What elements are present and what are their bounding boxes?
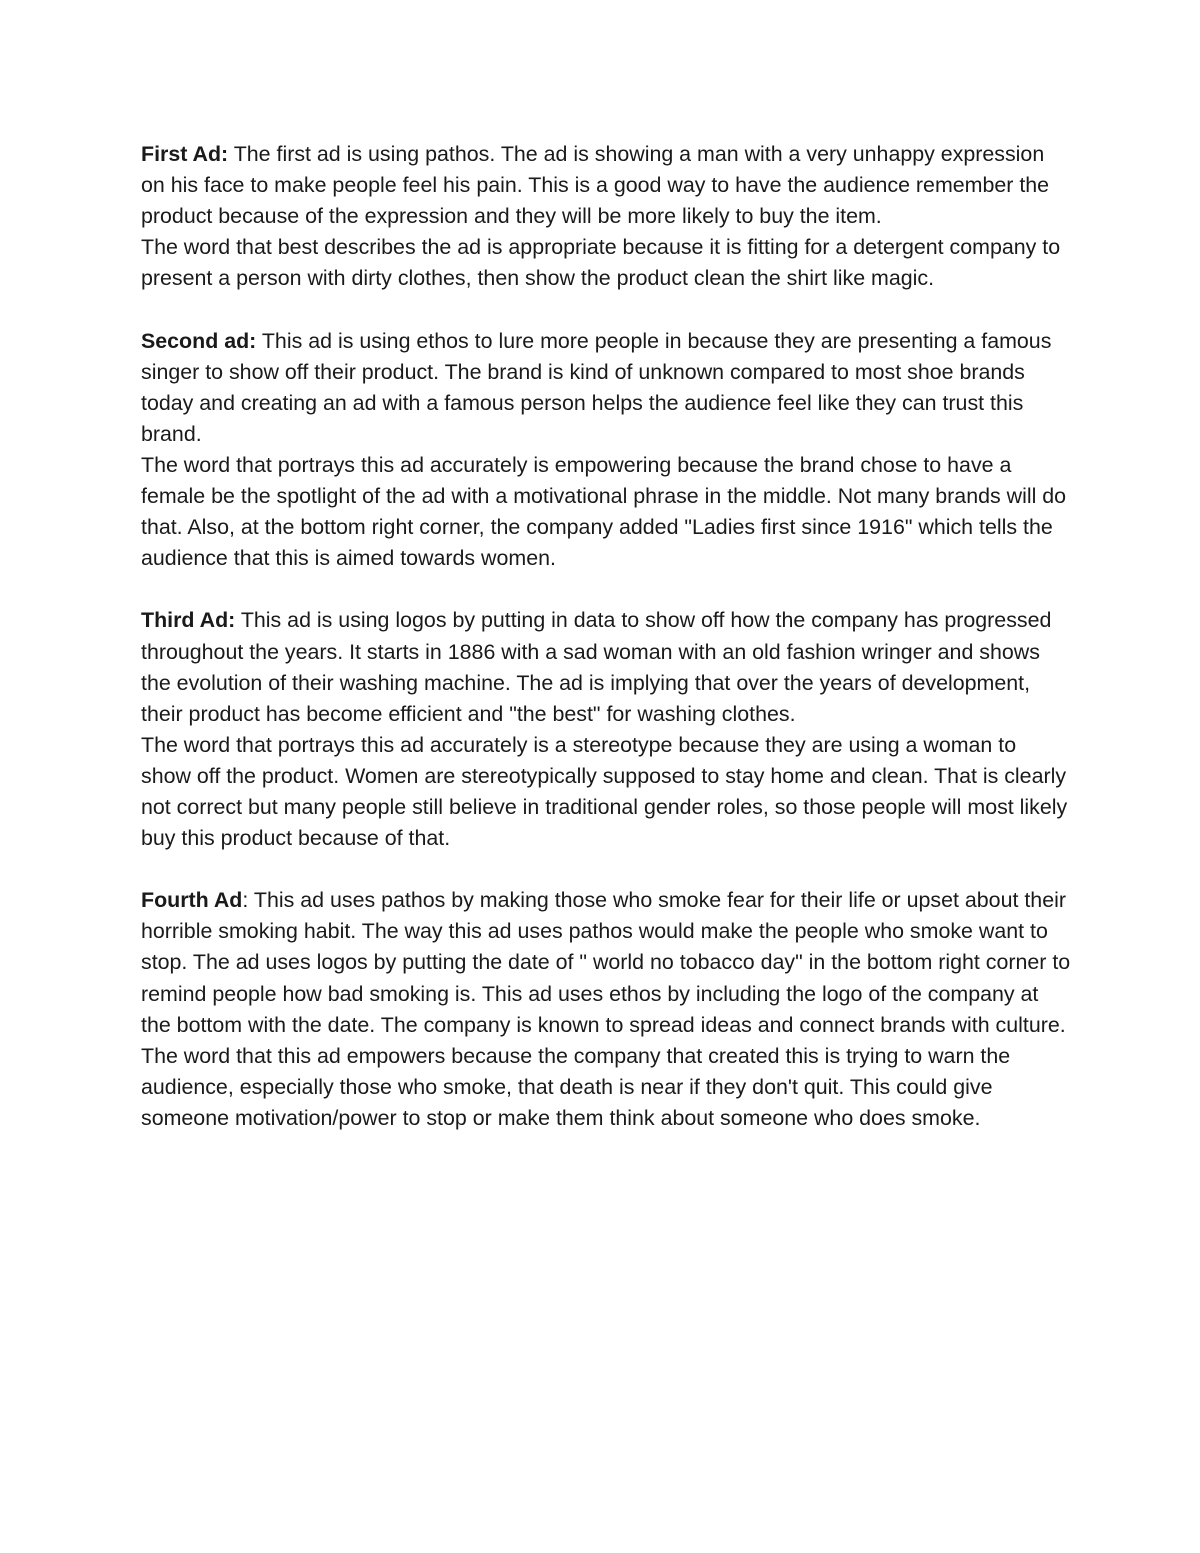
second-ad-heading: Second ad:	[141, 328, 257, 353]
first-ad-word-text: The word that best describes the ad is appropriate because it is fitting for a detergent company to present a person with dirty clothes, then show the product clean the shirt like magic.	[141, 235, 1061, 291]
section-third-ad	[141, 605, 1071, 854]
third-ad-intro-text: This ad is using logos by putting in data to show off how the company has progressed throughout the years. It starts in 1886 with a sad woman with an old fashion wringer and shows the evolution of their washing machine. The ad is implying that over the years of development, their product has become efficient and "the best" for washing clothes.	[141, 608, 1052, 726]
section-first-ad	[141, 139, 1071, 294]
fourth-ad-word-text: The word that this ad empowers because the company that created this is trying to warn the audience, especially those who smoke, that death is near if they don't quit. This could give someone motivation/power to stop or make them think about someone who does smoke.	[141, 1043, 1011, 1130]
fourth-ad-heading: Fourth Ad	[141, 888, 243, 913]
second-ad-word-text: The word that portrays this ad accurately is empowering because the brand chose to have a female be the spotlight of the ad with a motivational phrase in the middle. Not many brands will do that. Also, at the bottom right corner, the company added "Ladies first since 1916" which tells the audience that this is aimed towards women.	[141, 452, 1067, 571]
first-ad-heading: First Ad:	[141, 142, 229, 166]
document-page	[141, 139, 1071, 1165]
section-second-ad	[141, 326, 1071, 575]
third-ad-word-text: The word that portrays this ad accurately is a stereotype because they are using a woman to show off the product. Women are stereotypically supposed to stay home and clean. That is clearly not correct but many people still believe in traditional gender roles, so those people will most likely buy this product because of that.	[141, 732, 1068, 851]
section-fourth-ad	[141, 885, 1071, 1134]
second-ad-analysis	[141, 326, 1071, 450]
fourth-ad-analysis	[141, 885, 1071, 1040]
first-ad-intro-text: The first ad is using pathos. The ad is showing a man with a very unhappy expression on his face to make people feel his pain. This is a good way to have the audience remember the product because of the expression and they will be more likely to buy the item.	[141, 142, 1050, 229]
third-ad-heading: Third Ad:	[141, 608, 236, 633]
second-ad-intro-text: This ad is using ethos to lure more people in because they are presenting a famous singer to show off their product. The brand is kind of unknown compared to most shoe brands today and creating an ad with a famous person helps the audience feel like they can trust this brand.	[141, 328, 1052, 446]
first-ad-analysis	[141, 139, 1071, 232]
third-ad-analysis	[141, 605, 1071, 729]
fourth-ad-intro-text: : This ad uses pathos by making those who smoke fear for their life or upset about their horrible smoking habit. The way this ad uses pathos would make the people who smoke want to stop. The ad uses logos by putting the date of " world no tobacco day" in the bottom right corner to remind people how bad smoking is. This ad uses ethos by including the logo of the company at the bottom with the date. The company is known to spread ideas and connect brands with culture.	[141, 888, 1071, 1037]
